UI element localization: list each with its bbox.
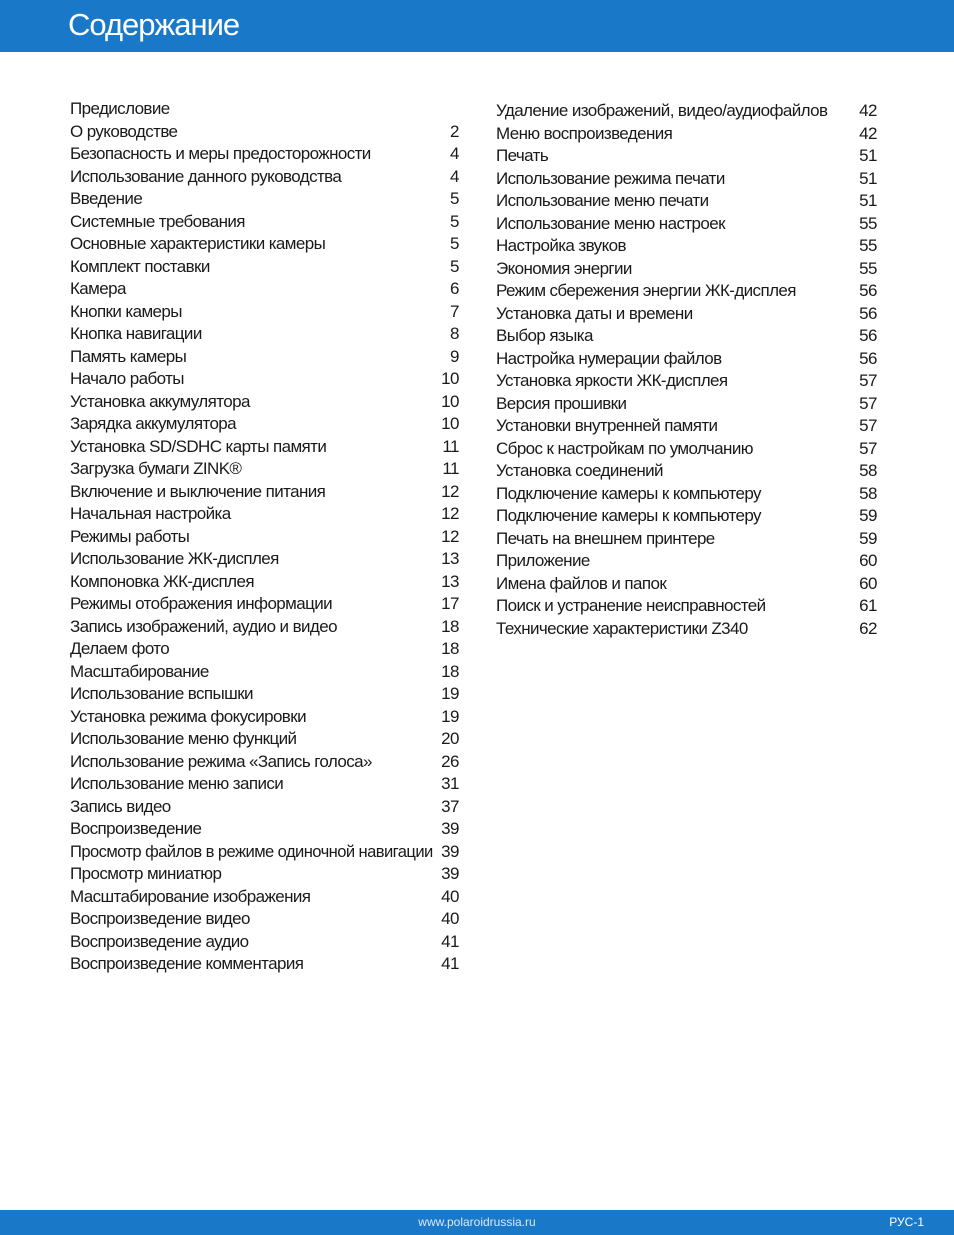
toc-entry[interactable] [70,728,459,751]
toc-entry-page: 19 [441,706,459,726]
toc-entry[interactable] [70,188,459,211]
toc-entry[interactable] [496,235,877,258]
toc-entry-title: Установка соединений [496,461,663,480]
toc-entry[interactable] [70,98,459,121]
toc-entry-page: 5 [450,256,459,276]
toc-entry[interactable] [70,233,459,256]
toc-entry-page: 13 [441,571,459,591]
toc-entry-title: Экономия энергии [496,258,632,278]
toc-entry-title: Предисловие [70,99,170,118]
toc-entry[interactable] [70,121,459,144]
toc-entry[interactable] [496,145,877,168]
toc-entry[interactable] [496,460,877,483]
toc-entry-page: 40 [441,909,459,928]
toc-entry-page: 11 [442,459,459,478]
toc-entry-page: 39 [441,864,459,883]
toc-entry[interactable] [496,280,877,303]
toc-entry-title: Просмотр миниатюр [70,864,222,883]
toc-entry[interactable] [70,751,459,774]
toc-entry-title: Меню воспроизведения [496,123,673,143]
toc-entry-title: Компоновка ЖК-дисплея [70,571,254,591]
toc-entry-title: Настройка звуков [496,236,626,255]
toc-entry-page: 11 [442,436,459,456]
toc-entry-title: Воспроизведение [70,819,202,838]
toc-entry-title: Кнопки камеры [70,301,182,321]
toc-entry[interactable] [70,616,459,639]
toc-entry-page: 51 [859,168,877,188]
toc-entry[interactable] [70,953,459,976]
toc-entry-page: 8 [450,324,459,343]
toc-entry-page: 26 [441,751,459,771]
toc-entry-page: 60 [859,573,877,593]
toc-entry[interactable] [70,593,459,616]
toc-entry[interactable] [496,348,877,371]
toc-entry-page: 18 [441,639,459,658]
toc-entry[interactable] [70,166,459,189]
toc-entry-title: Установка даты и времени [496,303,693,323]
toc-entry-page: 10 [441,414,459,433]
toc-entry-title: Установки внутренней памяти [496,416,718,435]
toc-entry-title: Воспроизведение видео [70,909,250,928]
toc-entry-title: Основные характеристики камеры [70,234,326,253]
toc-entry[interactable] [496,303,877,326]
toc-entry-page: 41 [441,954,459,973]
toc-entry-title: Использование режима «Запись голоса» [70,751,372,771]
toc-entry[interactable] [70,638,459,661]
toc-entry[interactable] [70,436,459,459]
toc-entry-page: 31 [441,774,459,793]
toc-entry[interactable] [496,325,877,348]
header-bar [0,0,954,52]
toc-entry-title: Начальная настройка [70,504,231,523]
toc-entry[interactable] [70,413,459,436]
toc-entry-title: Установка SD/SDHC карты памяти [70,436,327,456]
toc-entry[interactable] [70,818,459,841]
toc-entry[interactable] [496,483,877,506]
toc-entry-page: 13 [441,549,459,568]
toc-entry-title: Воспроизведение аудио [70,931,249,951]
toc-entry-title: Память камеры [70,346,187,366]
toc-entry-page: 56 [859,303,877,323]
toc-entry[interactable] [496,505,877,528]
toc-entry-page: 55 [859,258,877,278]
toc-entry-title: Режимы отображения информации [70,594,333,613]
toc-entry[interactable] [70,706,459,729]
toc-entry[interactable] [496,618,877,641]
toc-entry-page: 12 [441,481,459,501]
toc-entry[interactable] [70,301,459,324]
toc-entry[interactable] [70,256,459,279]
toc-entry-title: Использование меню печати [496,191,709,210]
toc-entry-title: Печать на внешнем принтере [496,528,715,548]
toc-entry-title: Настройка нумерации файлов [496,348,722,368]
toc-entry[interactable] [70,211,459,234]
toc-entry-title: Просмотр файлов в режиме одиночной навигации [70,841,433,861]
toc-entry[interactable] [496,258,877,281]
page-title: Содержание [68,7,240,42]
toc-entry-page: 18 [441,616,459,636]
toc-entry[interactable] [496,190,877,213]
toc-entry-page: 19 [441,684,459,703]
toc-entry-page: 10 [441,391,459,411]
toc-entry[interactable] [70,796,459,819]
toc-entry-page: 55 [859,236,877,255]
toc-entry-page: 57 [859,416,877,435]
toc-entry-title: Включение и выключение питания [70,481,326,501]
toc-entry[interactable] [70,458,459,481]
toc-entry-page: 58 [859,483,877,503]
toc-entry[interactable] [70,391,459,414]
toc-entry-page: 12 [441,526,459,546]
toc-entry-title: Версия прошивки [496,393,627,413]
toc-entry[interactable] [70,773,459,796]
toc-entry-title: Подключение камеры к компьютеру [496,506,761,525]
toc-entry-title: Введение [70,189,143,208]
toc-entry-page: 6 [450,279,459,298]
toc-column-right [496,100,877,640]
toc-entry-page: 4 [450,144,459,163]
toc-entry-page: 61 [859,596,877,615]
toc-entry-title: Запись изображений, аудио и видео [70,616,337,636]
toc-entry-title: Выбор языка [496,326,593,345]
toc-entry-title: Использование ЖК-дисплея [70,549,279,568]
toc-entry[interactable] [70,661,459,684]
toc-entry-page: 39 [441,841,459,861]
footer-page-number: РУС-1 [889,1215,924,1229]
toc-entry-title: Зарядка аккумулятора [70,414,237,433]
toc-entry[interactable] [70,346,459,369]
toc-entry-page: 57 [859,371,877,390]
toc-entry-title: Использование вспышки [70,684,253,703]
toc-entry[interactable] [70,863,459,886]
toc-entry-page: 57 [859,438,877,458]
toc-entry-title: Режимы работы [70,526,190,546]
toc-entry-page: 4 [450,166,459,186]
toc-entry[interactable] [496,415,877,438]
toc-entry-page: 62 [859,618,877,638]
toc-entry[interactable] [496,213,877,236]
toc-entry[interactable] [70,368,459,391]
toc-entry-page: 42 [859,101,877,120]
toc-entry-page: 51 [859,191,877,210]
toc-entry-page: 17 [441,594,459,613]
toc-entry-title: Имена файлов и папок [496,573,667,593]
toc-entry-title: Печать [496,146,549,165]
toc-entry-title: Сброс к настройкам по умолчанию [496,438,753,458]
toc-entry-page: 56 [859,326,877,345]
toc-entry-title: Установка режима фокусировки [70,706,306,726]
toc-entry-title: Использование режима печати [496,168,725,188]
toc-entry-title: Технические характеристики Z340 [496,618,748,638]
toc-entry-title: Использование меню функций [70,729,297,748]
toc-entry-title: Поиск и устранение неисправностей [496,596,766,615]
toc-entry-title: Масштабирование [70,661,209,681]
toc-entry-title: Установка аккумулятора [70,391,250,411]
toc-entry[interactable] [496,550,877,573]
footer-website-link[interactable]: www.polaroidrussia.ru [418,1215,536,1229]
toc-entry-title: Подключение камеры к компьютеру [496,483,761,503]
toc-entry-page: 59 [859,506,877,525]
footer-bar [0,1210,954,1235]
toc-entry-title: Приложение [496,551,590,570]
toc-entry[interactable] [70,886,459,909]
toc-entry-page: 2 [450,121,459,141]
toc-entry-page: 55 [859,213,877,233]
toc-entry[interactable] [70,841,459,864]
toc-entry[interactable] [70,931,459,954]
toc-entry-title: Использование меню записи [70,774,284,793]
toc-entry-title: Загрузка бумаги ZINK® [70,459,242,478]
toc-entry-title: Удаление изображений, видео/аудиофайлов [496,101,828,120]
toc-entry[interactable] [496,528,877,551]
toc-entry-title: Начало работы [70,369,184,388]
toc-entry-title: Масштабирование изображения [70,886,311,906]
toc-entry-page: 5 [450,211,459,231]
toc-entry-title: Камера [70,279,126,298]
toc-entry-page: 20 [441,729,459,748]
toc-entry-page: 37 [441,796,459,816]
toc-entry-title: Делаем фото [70,639,170,658]
toc-entry-page: 56 [859,348,877,368]
toc-entry[interactable] [70,683,459,706]
toc-entry[interactable] [70,548,459,571]
toc-entry-page: 7 [450,301,459,321]
toc-entry[interactable] [496,123,877,146]
toc-entry[interactable] [496,370,877,393]
toc-entry-page: 60 [859,551,877,570]
toc-entry-page: 9 [450,346,459,366]
toc-entry-page: 41 [441,931,459,951]
toc-column-left [70,98,459,976]
toc-entry-title: Режим сбережения энергии ЖК-дисплея [496,281,796,300]
toc-entry-page: 5 [450,234,459,253]
toc-entry[interactable] [496,595,877,618]
toc-entry-title: Запись видео [70,796,171,816]
toc-entry[interactable] [70,571,459,594]
toc-entry[interactable] [496,438,877,461]
toc-entry[interactable] [496,573,877,596]
toc-entry[interactable] [70,481,459,504]
toc-entry[interactable] [70,908,459,931]
toc-entry[interactable] [70,143,459,166]
toc-entry-page: 18 [441,661,459,681]
toc-entry[interactable] [70,323,459,346]
toc-entry-page: 57 [859,393,877,413]
toc-entry-page: 58 [859,461,877,480]
toc-entry-title: Использование меню настроек [496,213,725,233]
toc-entry[interactable] [70,278,459,301]
toc-entry[interactable] [70,503,459,526]
toc-entry-page: 40 [441,886,459,906]
toc-entry-title: Системные требования [70,211,245,231]
toc-entry-page: 10 [441,369,459,388]
toc-entry-page: 42 [859,123,877,143]
toc-entry-title: Установка яркости ЖК-дисплея [496,371,728,390]
toc-entry-title: Воспроизведение комментария [70,954,304,973]
toc-entry[interactable] [496,168,877,191]
toc-entry-page: 51 [859,146,877,165]
toc-entry[interactable] [70,526,459,549]
toc-entry[interactable] [496,393,877,416]
toc-entry-page: 12 [441,504,459,523]
toc-entry-title: Кнопка навигации [70,324,202,343]
toc-entry-page: 5 [450,189,459,208]
toc-entry-page: 59 [859,528,877,548]
toc-entry-title: О руководстве [70,121,178,141]
toc-entry[interactable] [496,100,877,123]
toc-entry-title: Безопасность и меры предосторожности [70,144,371,163]
toc-entry-title: Использование данного руководства [70,166,342,186]
toc-entry-title: Комплект поставки [70,256,210,276]
toc-entry-page: 39 [441,819,459,838]
toc-entry-page: 56 [859,281,877,300]
